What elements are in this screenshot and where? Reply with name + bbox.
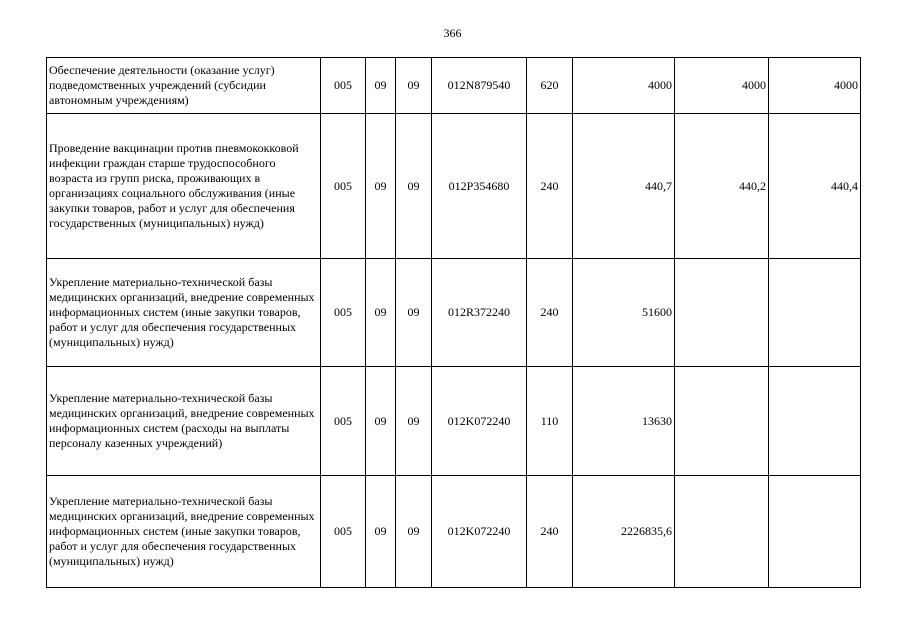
amount-year-3 [769,367,861,476]
subsection-code: 09 [396,58,432,114]
amount-year-1: 51600 [573,259,675,367]
budget-table [46,57,861,588]
row-name: Укрепление материально-технической базы медицинских организаций, внедрение современных информационных систем (иные закупки товаров, работ и услуг для обеспечения государственных (муниципальных) нужд) [47,259,321,367]
row-name: Обеспечение деятельности (оказание услуг) подведомственных учреждений (субсидии автономным учреждениям) [47,58,321,114]
subsection-code: 09 [396,114,432,259]
subsection-code: 09 [396,476,432,588]
amount-year-3: 440,4 [769,114,861,259]
amount-year-2 [675,259,769,367]
section-code: 09 [366,259,396,367]
table-row [47,259,861,367]
amount-year-3: 4000 [769,58,861,114]
amount-year-1: 2226835,6 [573,476,675,588]
section-code: 09 [366,114,396,259]
ministry-code: 005 [321,114,366,259]
amount-year-1: 13630 [573,367,675,476]
amount-year-1: 4000 [573,58,675,114]
expense-type-code: 620 [527,58,573,114]
ministry-code: 005 [321,367,366,476]
expense-type-code: 240 [527,114,573,259]
ministry-code: 005 [321,58,366,114]
amount-year-3 [769,476,861,588]
subsection-code: 09 [396,367,432,476]
ministry-code: 005 [321,259,366,367]
row-name: Укрепление материально-технической базы медицинских организаций, внедрение современных информационных систем (расходы на выплаты персоналу казенных учреждений) [47,367,321,476]
table-row [47,367,861,476]
table-row [47,58,861,114]
target-article-code: 012N879540 [432,58,527,114]
target-article-code: 012K072240 [432,367,527,476]
amount-year-1: 440,7 [573,114,675,259]
target-article-code: 012P354680 [432,114,527,259]
table-row [47,114,861,259]
expense-type-code: 110 [527,367,573,476]
amount-year-3 [769,259,861,367]
subsection-code: 09 [396,259,432,367]
expense-type-code: 240 [527,259,573,367]
amount-year-2: 4000 [675,58,769,114]
section-code: 09 [366,58,396,114]
ministry-code: 005 [321,476,366,588]
expense-type-code: 240 [527,476,573,588]
amount-year-2 [675,476,769,588]
amount-year-2 [675,367,769,476]
row-name: Проведение вакцинации против пневмококковой инфекции граждан старше трудоспособного возраста из групп риска, проживающих в организациях социального обслуживания (иные закупки товаров, работ и услуг для обеспечения государственных (муниципальных) нужд) [47,114,321,259]
target-article-code: 012K072240 [432,476,527,588]
page-number: 366 [443,26,462,40]
section-code: 09 [366,476,396,588]
section-code: 09 [366,367,396,476]
row-name: Укрепление материально-технической базы медицинских организаций, внедрение современных информационных систем (иные закупки товаров, работ и услуг для обеспечения государственных (муниципальных) нужд) [47,476,321,588]
target-article-code: 012R372240 [432,259,527,367]
table-row [47,476,861,588]
amount-year-2: 440,2 [675,114,769,259]
